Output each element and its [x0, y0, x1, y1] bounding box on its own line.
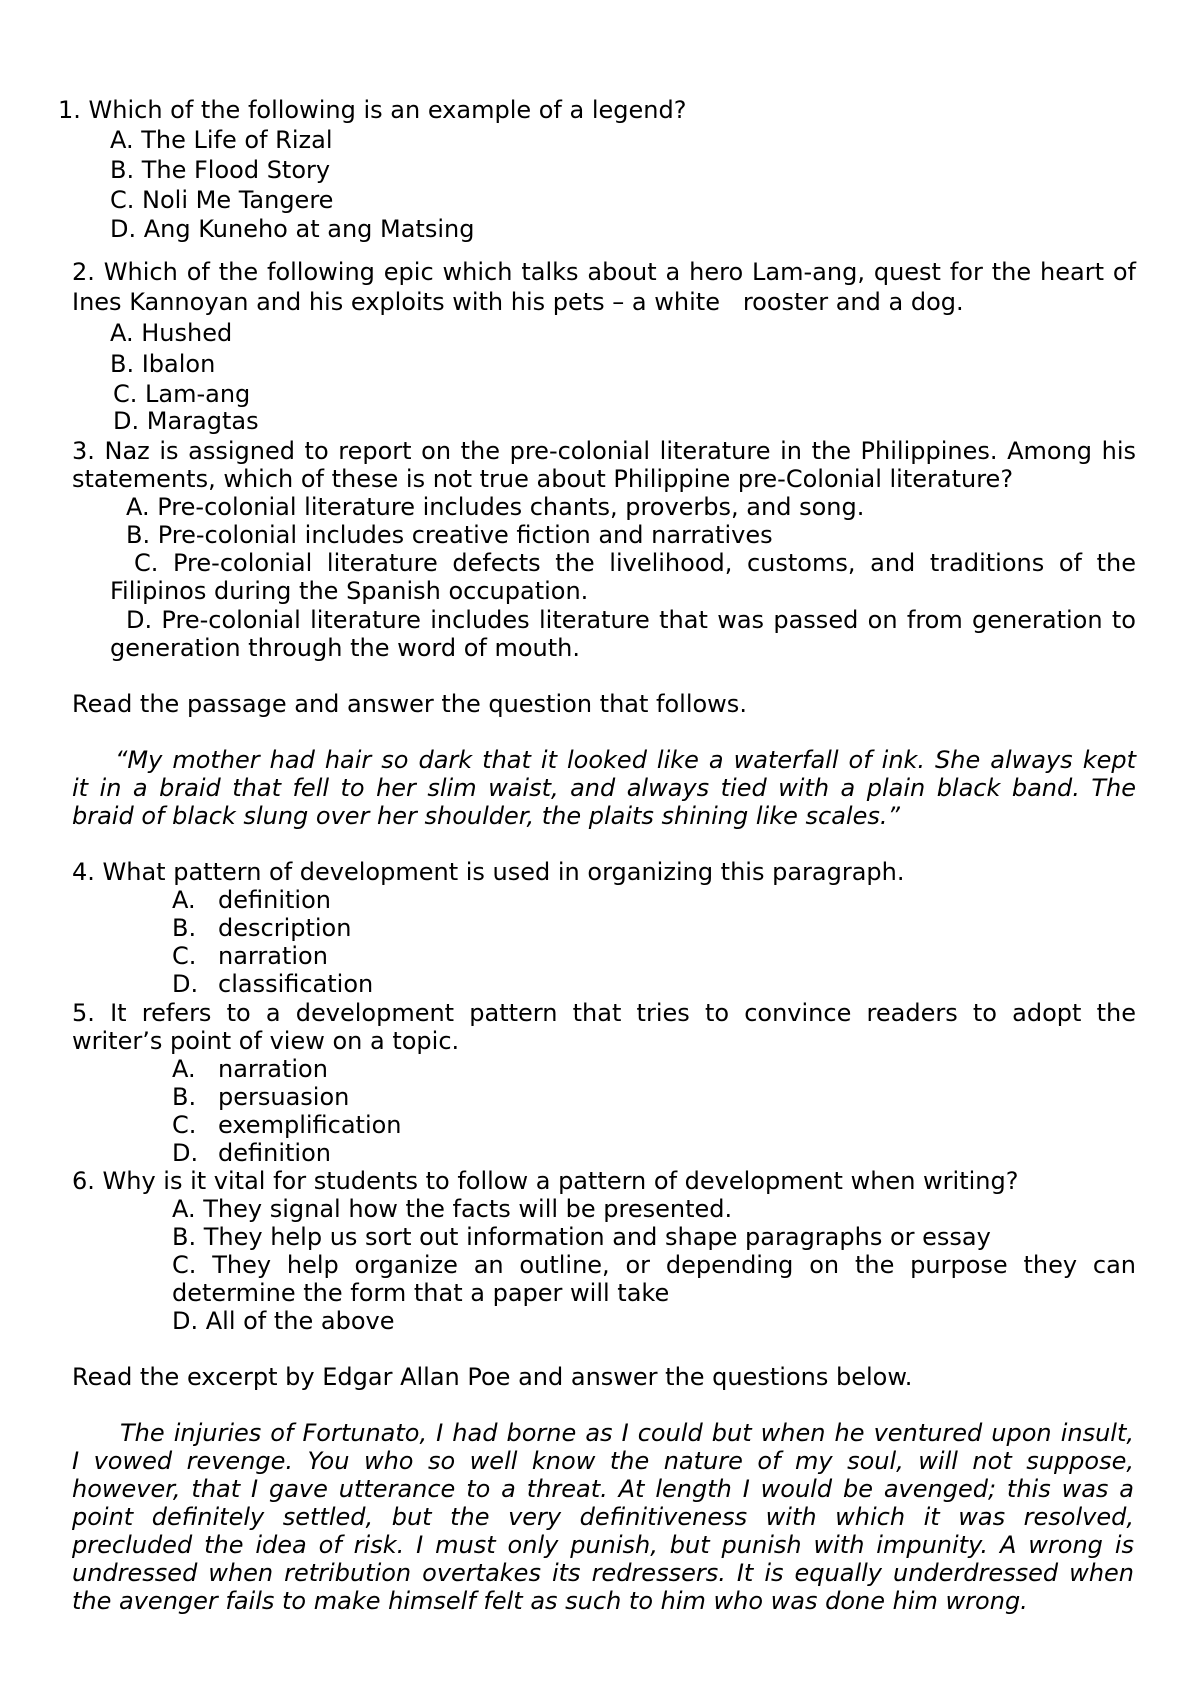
question-3-option-c-line-2: Filipinos during the Spanish occupation.	[110, 577, 589, 605]
question-3-option-b: B. Pre-colonial includes creative fiction and narratives	[126, 521, 773, 549]
question-5-option-b-letter: B.	[172, 1083, 197, 1111]
excerpt-instruction: Read the excerpt by Edgar Allan Poe and answer the questions below.	[72, 1363, 913, 1391]
excerpt-line-6: undressed when retribution overtakes its redressers. It is equally underdressed when	[72, 1559, 1134, 1587]
question-3-option-d-line-1: D. Pre-colonial literature includes literature that was passed on from generation to	[126, 606, 1136, 634]
question-4-option-a-text: definition	[218, 886, 331, 914]
question-1-stem: 1. Which of the following is an example of a legend?	[58, 96, 687, 124]
question-2-option-d: D. Maragtas	[113, 407, 259, 435]
passage-1-line-1: “My mother had hair so dark that it looked like a waterfall of ink. She always kept	[115, 746, 1136, 774]
passage-instruction: Read the passage and answer the question that follows.	[72, 690, 747, 718]
question-3-option-d-line-2: generation through the word of mouth.	[110, 634, 581, 662]
question-3-stem-line-2: statements, which of these is not true about Philippine pre-Colonial literature?	[72, 465, 1014, 493]
question-6-option-b: B. They help us sort out information and shape paragraphs or essay	[172, 1223, 991, 1251]
question-5-option-c-letter: C.	[172, 1111, 197, 1139]
question-5-stem-line-1: 5. It refers to a development pattern that tries to convince readers to adopt the	[72, 999, 1136, 1027]
question-6-stem: 6. Why is it vital for students to follow a pattern of development when writing?	[72, 1167, 1019, 1195]
excerpt-line-4: point definitely settled, but the very definitiveness with which it was resolved,	[72, 1503, 1134, 1531]
excerpt-line-3: however, that I gave utterance to a threat. At length I would be avenged; this was a	[72, 1475, 1134, 1503]
question-4-option-c-text: narration	[218, 942, 328, 970]
question-4-option-c-letter: C.	[172, 942, 197, 970]
question-4-option-d-text: classification	[218, 970, 374, 998]
question-5-option-d-text: definition	[218, 1139, 331, 1167]
question-3-option-c-line-1: C. Pre-colonial literature defects the livelihood, customs, and traditions of the	[134, 549, 1136, 577]
question-5-option-a-letter: A.	[172, 1055, 196, 1083]
question-2-stem-line-2: Ines Kannoyan and his exploits with his pets – a white rooster and a dog.	[72, 288, 964, 316]
question-4-option-a-letter: A.	[172, 886, 196, 914]
question-3-stem-line-1: 3. Naz is assigned to report on the pre-colonial literature in the Philippines. Among his	[72, 437, 1136, 465]
question-6-option-c-line-2: determine the form that a paper will take	[172, 1279, 670, 1307]
question-4-option-b-text: description	[218, 914, 352, 942]
passage-1-line-3: braid of black slung over her shoulder, the plaits shining like scales.”	[72, 802, 900, 830]
question-2-stem-line-1: 2. Which of the following epic which talks about a hero Lam-ang, quest for the heart of	[72, 258, 1136, 286]
question-5-option-d-letter: D.	[172, 1139, 199, 1167]
question-4-option-b-letter: B.	[172, 914, 197, 942]
excerpt-line-7: the avenger fails to make himself felt as such to him who was done him wrong.	[72, 1587, 1028, 1615]
question-2-option-c: C. Lam-ang	[113, 380, 251, 408]
question-5-option-c-text: exemplification	[218, 1111, 402, 1139]
question-2-option-b: B. Ibalon	[110, 350, 216, 378]
question-6-option-a: A. They signal how the facts will be presented.	[172, 1195, 733, 1223]
question-1-option-d: D. Ang Kuneho at ang Matsing	[110, 215, 475, 243]
question-4-stem: 4. What pattern of development is used in organizing this paragraph.	[72, 858, 905, 886]
question-6-option-d: D. All of the above	[172, 1307, 395, 1335]
question-1-option-b: B. The Flood Story	[110, 156, 331, 184]
question-5-option-a-text: narration	[218, 1055, 328, 1083]
excerpt-line-1: The injuries of Fortunato, I had borne as I could but when he ventured upon insult,	[120, 1419, 1134, 1447]
question-4-option-d-letter: D.	[172, 970, 199, 998]
excerpt-line-5: precluded the idea of risk. I must only punish, but punish with impunity. A wrong is	[72, 1531, 1134, 1559]
question-5-stem-line-2: writer’s point of view on a topic.	[72, 1027, 460, 1055]
passage-1-line-2: it in a braid that fell to her slim waist, and always tied with a plain black band. The	[72, 774, 1136, 802]
question-5-option-b-text: persuasion	[218, 1083, 350, 1111]
question-6-option-c-line-1: C. They help organize an outline, or depending on the purpose they can	[172, 1251, 1136, 1279]
question-1-option-c: C. Noli Me Tangere	[110, 186, 334, 214]
question-2-option-a: A. Hushed	[110, 319, 233, 347]
question-3-option-a: A. Pre-colonial literature includes chants, proverbs, and song.	[126, 493, 865, 521]
question-1-option-a: A. The Life of Rizal	[110, 126, 333, 154]
excerpt-line-2: I vowed revenge. You who so well know the nature of my soul, will not suppose,	[72, 1447, 1134, 1475]
